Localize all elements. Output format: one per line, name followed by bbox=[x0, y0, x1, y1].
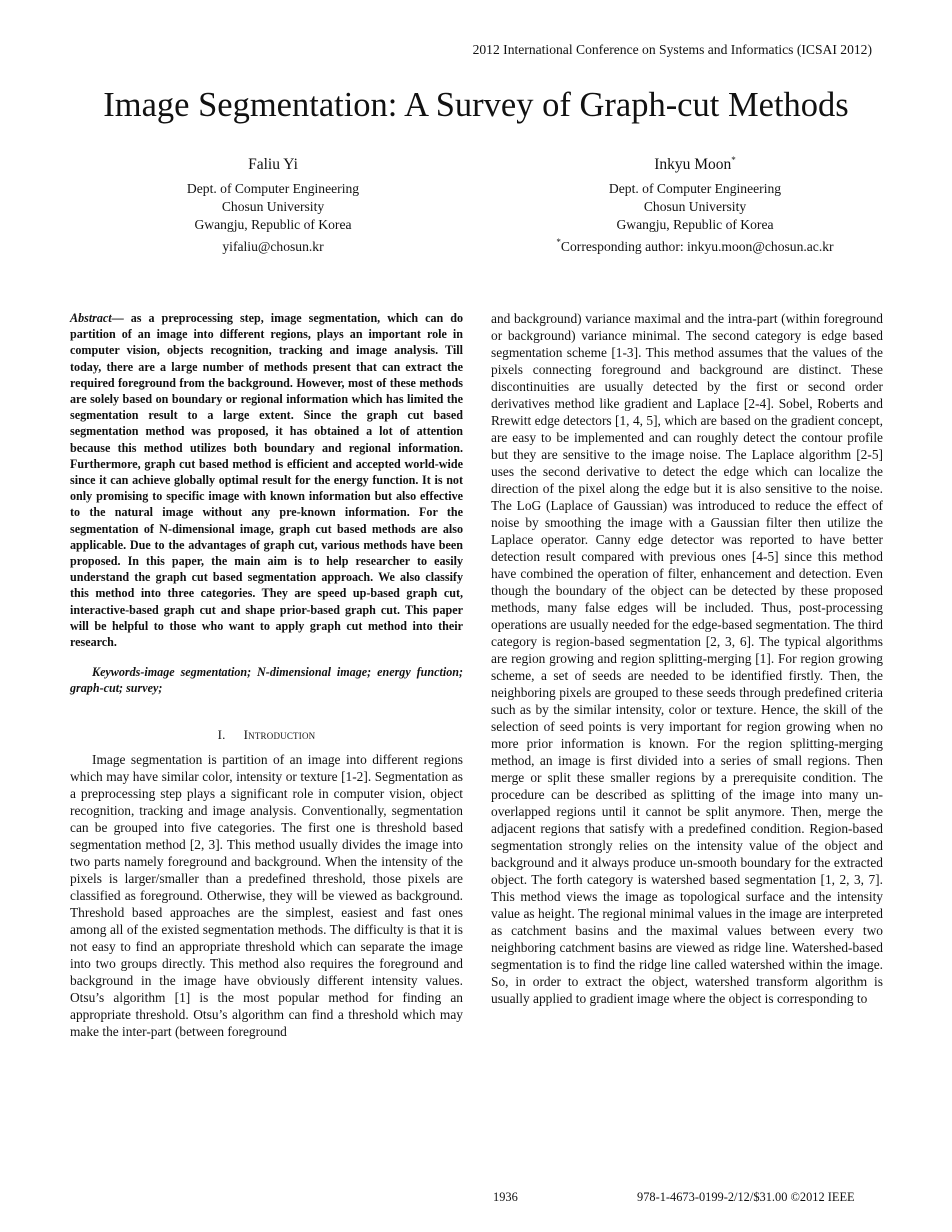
intro-paragraph: Image segmentation is partition of an image into different regions which may have similar color, intensity or texture [1-2]. Segmentation as a preprocessing step plays a significant role in computer vision, object recognition, tracking and image analysis. Conventionally, segmentation can be grouped into five categories. The first one is threshold based segmentation method [2, 3]. This method usually divides the image into two parts namely foreground and background. When the intensity of the pixels is larger/smaller than a predefined threshold, those pixels are classified as foreground. Otherwise, they will be viewed as background. Threshold based approaches are the simplest, easiest and fast ones among all of the existed segmentation methods. The difficulty is that it is not easy to find an appropriate threshold which can separate the image into two groups directly. This method also requires the foreground and background in the image have obviously different intensity values. Otsu’s algorithm [1] is the most popular method for finding an appropriate threshold. Otsu’s algorithm can find a threshold which may make the inter-part (between foreground bbox=[70, 751, 463, 1039]
abstract-text: as a preprocessing step, image segmentation, which can do partition of an image into different regions, plays an important role in computer vision, objects recognition, tracking and image analysis. Till today, there are a large number of methods present that can extract the required foreground from the background. However, most of these methods are solely based on boundary or regional information which has limited the segmentation result to a large extent. Since the graph cut based segmentation method was proposed, it has obtained a lot of attention because this method utilizes both boundary and regional information. Furthermore, graph cut based method is efficient and accepted world-wide since it can achieve globally optimal result for the energy function. It is not only promising to specific image with known information but also effective to the natural image without any pre-known information. For the segmentation of N-dimensional image, graph cut based methods are also applicable. Due to the advantages of graph cut, various methods have been proposed. In this paper, the main aim is to help researcher to easily understand the graph cut based segmentation approach. We also classify this method into three categories. They are speed up-based graph cut, interactive-based graph cut and shape prior-based graph cut. This paper will be helpful to those who want to apply graph cut method into their research. bbox=[70, 311, 463, 650]
author-location: Gwangju, Republic of Korea bbox=[616, 217, 774, 232]
author-name-line bbox=[520, 156, 870, 174]
corresponding-mark: * bbox=[731, 155, 736, 165]
author-block-1 bbox=[130, 156, 416, 256]
author-name: Inkyu Moon bbox=[654, 156, 732, 173]
author-email: yifaliu@chosun.kr bbox=[222, 239, 324, 254]
keywords: Keywords-image segmentation; N-dimensional image; energy function; graph-cut; survey; bbox=[70, 665, 463, 696]
abstract bbox=[70, 310, 463, 650]
author-name: Faliu Yi bbox=[248, 156, 298, 173]
intro-paragraph-continued: and background) variance maximal and the intra-part (within foreground or background) variance minimal. The second category is edge based segmentation scheme [1-3]. This method assumes that the values of the pixels connecting foreground and background are distinct. These discontinuities are usually detected by the first or second order derivatives method like gradient and Laplace [2-4]. Sobel, Roberts and Rrewitt edge detectors [1, 4, 5], which are based on the gradient concept, are easy to be implemented and can roughly detect the contour profile but they are sensitive to the image noise. The Laplace algorithm [2-5] uses the second derivative to detect the edge which can localize the direction of the pixel along the edge but it is also sensitive to the noise. The LoG (Laplace of Gaussian) was introduced to reduce the effect of noise by smoothing the image with a Gaussian filter then utilize the Laplace operator. Canny edge detector was reported to have better detection result compared with previous ones [4-5] since this method have combined the operation of filter, enhancement and detection. Even though the boundary of the object can be detected by these proposed methods, many false edges will be included. Thus, post-processing operations are usually needed for the edge-based segmentation. The third category is region-based segmentation [2, 3, 6]. The typical algorithms are region growing and region splitting-merging [1]. For region growing scheme, a set of seeds are needed to be identified firstly. Then, the neighboring pixels are grouped to these seeds through predefined criteria such as by the similar intensity, color or texture. Hence, the skill of the selection of seed points is very important for region growing when no more prior information is known. For the region splitting-merging method, an image is first divided into a series of small regions. Then merge or split these smaller regions by a prerequisite condition. The procedure can be described as splitting of the image into many un-overlapped regions until it cannot be split anymore. Then, merge the adjacent regions that satisfy with a predefined condition. Region-based segmentation strongly relies on the intensity value of the object and background and it always produce un-smooth boundary for the extracted object. The forth category is watershed based segmentation [1, 2, 3, 7]. This method views the image as topological surface and the intensity value as height. The regional minimal values in the image are interpreted as catchment basins and the maximal values between every two neighboring catchment basins are viewed as ridge line. Watershed-based segmentation is to find the ridge line called watershed within the image. So, in order to extract the object, watershed transform algorithm is usually applied to gradient image where the object is corresponding to bbox=[491, 311, 883, 1006]
conference-header: 2012 International Conference on Systems and Informatics (ICSAI 2012) bbox=[472, 42, 872, 57]
left-column bbox=[70, 310, 463, 1040]
section-number: I. bbox=[217, 726, 226, 742]
corresponding-author-line bbox=[520, 238, 870, 256]
author-location: Gwangju, Republic of Korea bbox=[194, 217, 352, 232]
right-column bbox=[491, 310, 883, 1007]
author-university: Chosun University bbox=[221, 199, 325, 214]
abstract-dash: — bbox=[111, 311, 131, 325]
corresponding-mark: * bbox=[556, 237, 561, 247]
section-title: Introduction bbox=[243, 726, 316, 742]
author-dept: Dept. of Computer Engineering bbox=[608, 181, 782, 196]
copyright-isbn: 978-1-4673-0199-2/12/$31.00 ©2012 IEEE bbox=[637, 1190, 855, 1204]
paper-title: Image Segmentation: A Survey of Graph-cut Methods bbox=[103, 86, 849, 124]
abstract-label: Abstract bbox=[70, 311, 112, 325]
corresponding-author-email: Corresponding author: inkyu.moon@chosun.ac.kr bbox=[560, 239, 834, 254]
author-block-2 bbox=[520, 156, 870, 256]
author-university: Chosun University bbox=[643, 199, 747, 214]
section-heading-introduction bbox=[70, 726, 463, 743]
page-number: 1936 bbox=[493, 1190, 518, 1204]
author-dept: Dept. of Computer Engineering bbox=[186, 181, 360, 196]
